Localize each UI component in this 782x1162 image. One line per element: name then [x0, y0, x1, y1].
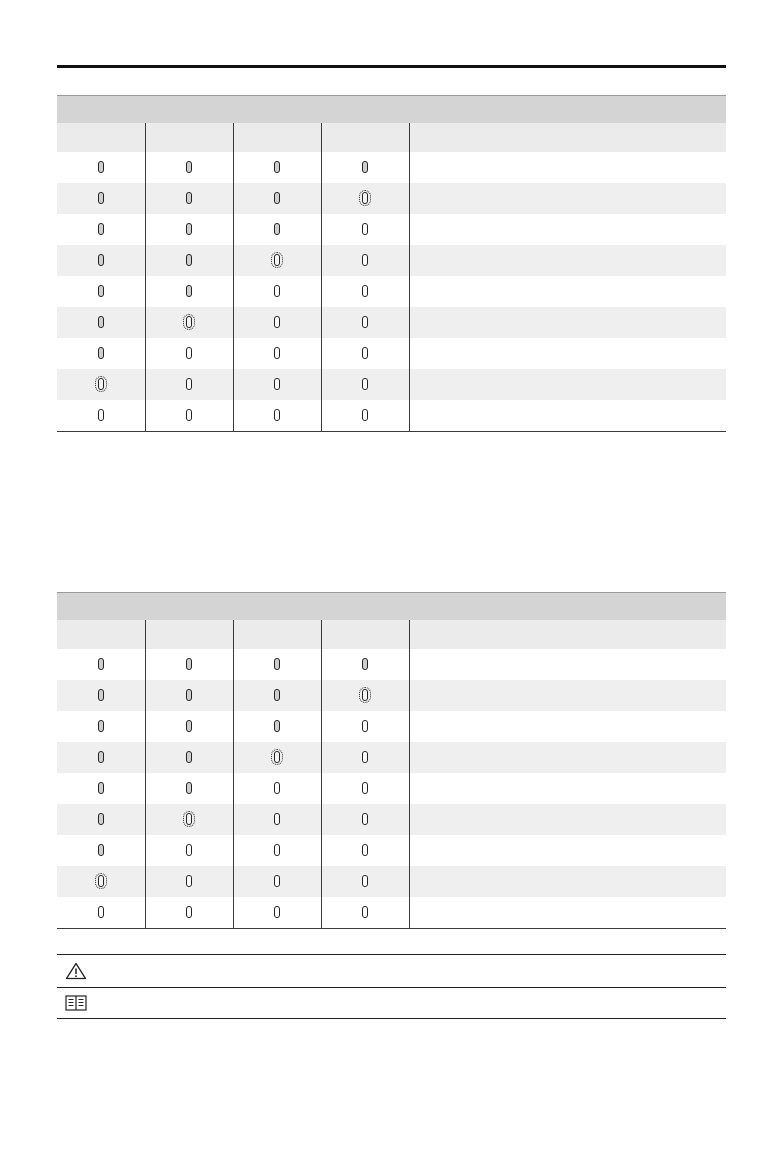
led-cell-1 — [57, 400, 145, 432]
led-status-row — [57, 245, 726, 276]
led-description-cell — [409, 649, 726, 680]
led-cell-1 — [57, 680, 145, 711]
led-status-row — [57, 804, 726, 835]
header-cell-description — [409, 620, 726, 649]
led-description-cell — [409, 680, 726, 711]
table-header-row — [57, 123, 726, 152]
led-off-icon — [362, 316, 368, 328]
led-cell-1 — [57, 338, 145, 369]
led-cell-1 — [57, 649, 145, 680]
led-cell-3 — [233, 804, 321, 835]
top-rule — [57, 65, 726, 68]
led-solid-icon — [98, 751, 104, 763]
led-description-cell — [409, 307, 726, 338]
led-cell-2 — [145, 742, 233, 773]
led-cell-4 — [321, 773, 409, 804]
led-cell-1 — [57, 245, 145, 276]
led-off-icon — [362, 285, 368, 297]
led-solid-icon — [186, 720, 192, 732]
led-off-icon — [98, 906, 104, 918]
header-cell-led1 — [57, 123, 145, 152]
led-description-cell — [409, 152, 726, 183]
led-status-row — [57, 897, 726, 929]
led-off-icon — [186, 844, 192, 856]
led-solid-icon — [186, 192, 192, 204]
led-solid-icon — [186, 161, 192, 173]
battery-led-table-2 — [57, 592, 726, 929]
led-cell-4 — [321, 369, 409, 400]
led-cell-4 — [321, 276, 409, 307]
led-description-cell — [409, 338, 726, 369]
led-description-cell — [409, 866, 726, 897]
led-description-cell — [409, 742, 726, 773]
led-cell-2 — [145, 214, 233, 245]
led-description-cell — [409, 183, 726, 214]
warning-note — [57, 954, 726, 988]
header-cell-led4 — [321, 620, 409, 649]
led-description-cell — [409, 214, 726, 245]
led-status-row — [57, 214, 726, 245]
led-status-row — [57, 835, 726, 866]
led-cell-2 — [145, 680, 233, 711]
led-cell-3 — [233, 649, 321, 680]
led-description-cell — [409, 400, 726, 432]
led-status-row — [57, 152, 726, 183]
table-title-bar — [57, 593, 726, 621]
led-solid-icon — [362, 658, 368, 670]
led-cell-1 — [57, 866, 145, 897]
led-off-icon — [186, 906, 192, 918]
led-cell-1 — [57, 183, 145, 214]
led-cell-3 — [233, 835, 321, 866]
led-status-row — [57, 369, 726, 400]
led-cell-3 — [233, 773, 321, 804]
led-solid-icon — [186, 223, 192, 235]
led-status-row — [57, 742, 726, 773]
led-off-icon — [274, 906, 280, 918]
led-cell-2 — [145, 245, 233, 276]
led-solid-icon — [274, 658, 280, 670]
led-cell-3 — [233, 897, 321, 929]
led-cell-3 — [233, 214, 321, 245]
header-cell-led4 — [321, 123, 409, 152]
led-off-icon — [362, 347, 368, 359]
led-cell-4 — [321, 183, 409, 214]
led-cell-4 — [321, 245, 409, 276]
led-solid-icon — [274, 192, 280, 204]
led-off-icon — [362, 378, 368, 390]
led-blink-icon — [362, 689, 368, 701]
led-cell-3 — [233, 680, 321, 711]
led-cell-1 — [57, 773, 145, 804]
led-cell-4 — [321, 307, 409, 338]
led-off-icon — [362, 409, 368, 421]
led-cell-2 — [145, 835, 233, 866]
led-cell-4 — [321, 835, 409, 866]
led-off-icon — [362, 720, 368, 732]
battery-led-table-1 — [57, 95, 726, 432]
led-cell-2 — [145, 866, 233, 897]
led-solid-icon — [98, 689, 104, 701]
table-title-bar — [57, 96, 726, 124]
led-cell-3 — [233, 183, 321, 214]
led-cell-1 — [57, 152, 145, 183]
led-cell-2 — [145, 773, 233, 804]
led-cell-4 — [321, 711, 409, 742]
led-cell-3 — [233, 866, 321, 897]
led-off-icon — [274, 347, 280, 359]
led-solid-icon — [98, 316, 104, 328]
led-cell-2 — [145, 369, 233, 400]
led-cell-1 — [57, 897, 145, 929]
header-cell-led3 — [233, 123, 321, 152]
led-cell-3 — [233, 742, 321, 773]
led-status-row — [57, 338, 726, 369]
led-cell-3 — [233, 276, 321, 307]
led-description-cell — [409, 711, 726, 742]
led-solid-icon — [98, 782, 104, 794]
led-cell-4 — [321, 742, 409, 773]
led-off-icon — [186, 347, 192, 359]
led-status-row — [57, 711, 726, 742]
led-solid-icon — [98, 813, 104, 825]
led-solid-icon — [186, 782, 192, 794]
led-status-row — [57, 773, 726, 804]
led-cell-4 — [321, 338, 409, 369]
led-solid-icon — [186, 689, 192, 701]
led-cell-2 — [145, 183, 233, 214]
led-off-icon — [362, 906, 368, 918]
led-off-icon — [274, 844, 280, 856]
table-body — [57, 152, 726, 432]
led-cell-1 — [57, 369, 145, 400]
header-cell-led2 — [145, 620, 233, 649]
led-solid-icon — [186, 285, 192, 297]
led-cell-2 — [145, 400, 233, 432]
warning-triangle-icon — [65, 962, 87, 980]
led-cell-3 — [233, 338, 321, 369]
led-solid-icon — [274, 720, 280, 732]
led-cell-1 — [57, 276, 145, 307]
led-status-row — [57, 866, 726, 897]
led-off-icon — [274, 285, 280, 297]
table-body — [57, 649, 726, 929]
led-solid-icon — [98, 223, 104, 235]
tip-note — [57, 987, 726, 1019]
led-solid-icon — [186, 254, 192, 266]
led-off-icon — [98, 409, 104, 421]
led-off-icon — [362, 875, 368, 887]
led-cell-2 — [145, 152, 233, 183]
led-cell-3 — [233, 400, 321, 432]
header-cell-description — [409, 123, 726, 152]
led-solid-icon — [98, 720, 104, 732]
led-cell-1 — [57, 711, 145, 742]
led-off-icon — [186, 409, 192, 421]
led-blink-icon — [274, 751, 280, 763]
led-off-icon — [274, 813, 280, 825]
led-blink-icon — [362, 192, 368, 204]
led-off-icon — [362, 813, 368, 825]
header-cell-led3 — [233, 620, 321, 649]
led-solid-icon — [274, 689, 280, 701]
led-cell-3 — [233, 307, 321, 338]
led-cell-4 — [321, 152, 409, 183]
table-header-row — [57, 620, 726, 649]
led-status-row — [57, 276, 726, 307]
led-off-icon — [186, 875, 192, 887]
led-cell-2 — [145, 804, 233, 835]
led-cell-2 — [145, 307, 233, 338]
led-cell-3 — [233, 711, 321, 742]
header-cell-led1 — [57, 620, 145, 649]
led-cell-2 — [145, 711, 233, 742]
led-solid-icon — [98, 192, 104, 204]
led-cell-3 — [233, 369, 321, 400]
led-off-icon — [274, 875, 280, 887]
led-blink-icon — [274, 254, 280, 266]
led-cell-3 — [233, 245, 321, 276]
led-solid-icon — [98, 658, 104, 670]
led-cell-2 — [145, 649, 233, 680]
led-description-cell — [409, 369, 726, 400]
led-cell-4 — [321, 866, 409, 897]
led-blink-icon — [98, 378, 104, 390]
led-cell-4 — [321, 680, 409, 711]
led-description-cell — [409, 897, 726, 929]
led-off-icon — [362, 223, 368, 235]
led-solid-icon — [98, 254, 104, 266]
led-cell-2 — [145, 897, 233, 929]
led-cell-4 — [321, 214, 409, 245]
led-off-icon — [186, 378, 192, 390]
led-solid-icon — [186, 658, 192, 670]
led-solid-icon — [274, 223, 280, 235]
led-status-row — [57, 183, 726, 214]
led-cell-3 — [233, 152, 321, 183]
led-off-icon — [362, 751, 368, 763]
led-solid-icon — [98, 347, 104, 359]
open-book-icon — [65, 994, 87, 1012]
led-cell-4 — [321, 400, 409, 432]
led-status-row — [57, 680, 726, 711]
led-cell-2 — [145, 276, 233, 307]
led-status-row — [57, 400, 726, 432]
led-cell-1 — [57, 742, 145, 773]
led-solid-icon — [98, 285, 104, 297]
led-off-icon — [274, 782, 280, 794]
led-blink-icon — [186, 813, 192, 825]
led-cell-4 — [321, 649, 409, 680]
led-description-cell — [409, 804, 726, 835]
led-off-icon — [362, 254, 368, 266]
led-cell-1 — [57, 214, 145, 245]
led-cell-2 — [145, 338, 233, 369]
led-solid-icon — [98, 161, 104, 173]
led-solid-icon — [362, 161, 368, 173]
led-status-row — [57, 307, 726, 338]
led-cell-4 — [321, 897, 409, 929]
led-description-cell — [409, 773, 726, 804]
led-off-icon — [274, 409, 280, 421]
header-cell-led2 — [145, 123, 233, 152]
led-description-cell — [409, 245, 726, 276]
led-off-icon — [274, 316, 280, 328]
led-cell-1 — [57, 835, 145, 866]
led-off-icon — [362, 782, 368, 794]
led-off-icon — [362, 844, 368, 856]
led-blink-icon — [186, 316, 192, 328]
led-cell-1 — [57, 804, 145, 835]
led-description-cell — [409, 835, 726, 866]
led-status-row — [57, 649, 726, 680]
led-off-icon — [274, 378, 280, 390]
led-blink-icon — [98, 875, 104, 887]
led-cell-1 — [57, 307, 145, 338]
led-cell-4 — [321, 804, 409, 835]
led-description-cell — [409, 276, 726, 307]
led-solid-icon — [186, 751, 192, 763]
led-solid-icon — [274, 161, 280, 173]
led-solid-icon — [98, 844, 104, 856]
